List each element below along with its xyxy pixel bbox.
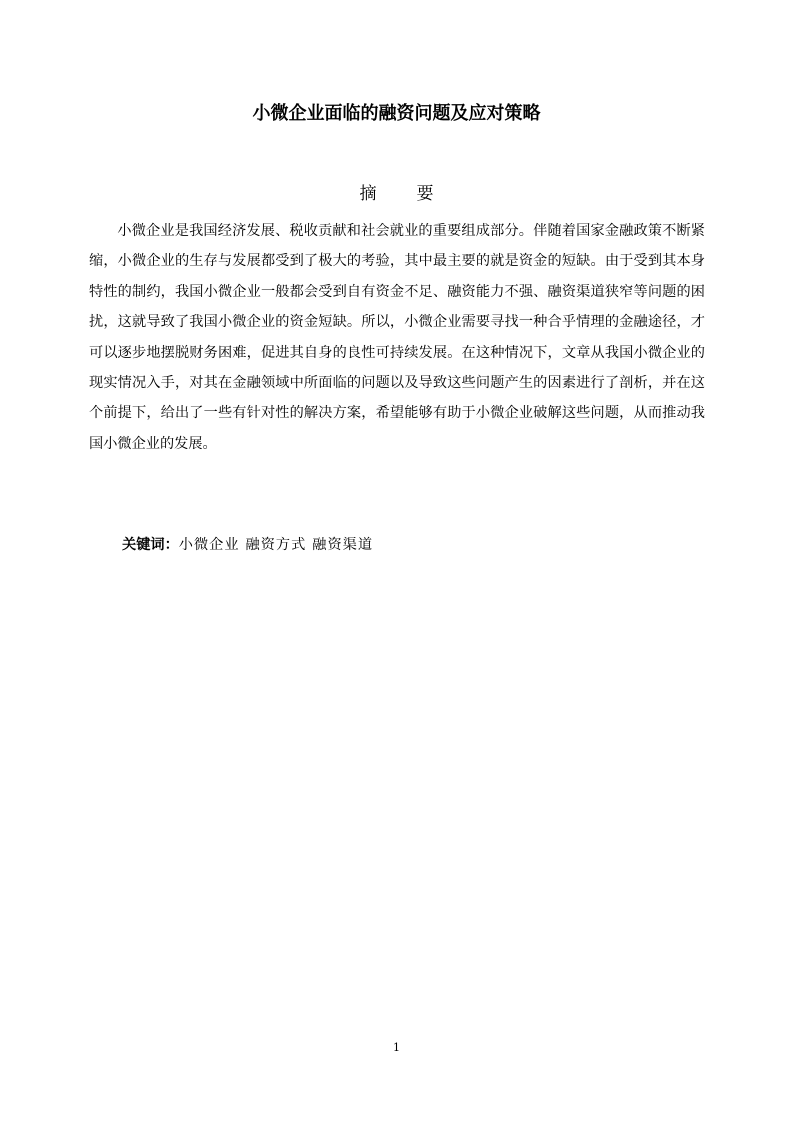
abstract-heading-first-char: 摘	[359, 184, 377, 204]
keywords-label: 关键词：	[122, 537, 179, 553]
keyword-item: 小微企业	[178, 537, 240, 553]
page-number: 1	[393, 1041, 400, 1054]
abstract-heading	[0, 181, 793, 207]
abstract-heading-second-char: 要	[416, 184, 434, 204]
paper-title: 小微企业面临的融资问题及应对策略	[252, 103, 541, 124]
keyword-item: 融资方式	[245, 537, 307, 553]
keyword-item: 融资渠道	[312, 537, 374, 553]
keywords-line	[122, 532, 379, 558]
abstract-body: 小微企业是我国经济发展、税收贡献和社会就业的重要组成部分。伴随着国家金融政策不断紧缩，小微企业的生存与发展都受到了极大的考验，其中最主要的就是资金的短缺。由于受到其本身特性的制约，我国小微企业一般都会受到自有资金不足、融资能力不强、融资渠道狭窄等问题的困扰，这就导致了我国小微企业的资金短缺。所以，小微企业需要寻找一种合乎情理的金融途径，才可以逐步地摆脱财务困难，促进其自身的良性可持续发展。在这种情况下，文章从我国小微企业的现实情况入手，对其在金融领域中所面临的问题以及导致这些问题产生的因素进行了剖析，并在这个前提下，给出了一些有针对性的解决方案，希望能够有助于小微企业破解这些问题，从而推动我国小微企业的发展。	[89, 223, 705, 452]
